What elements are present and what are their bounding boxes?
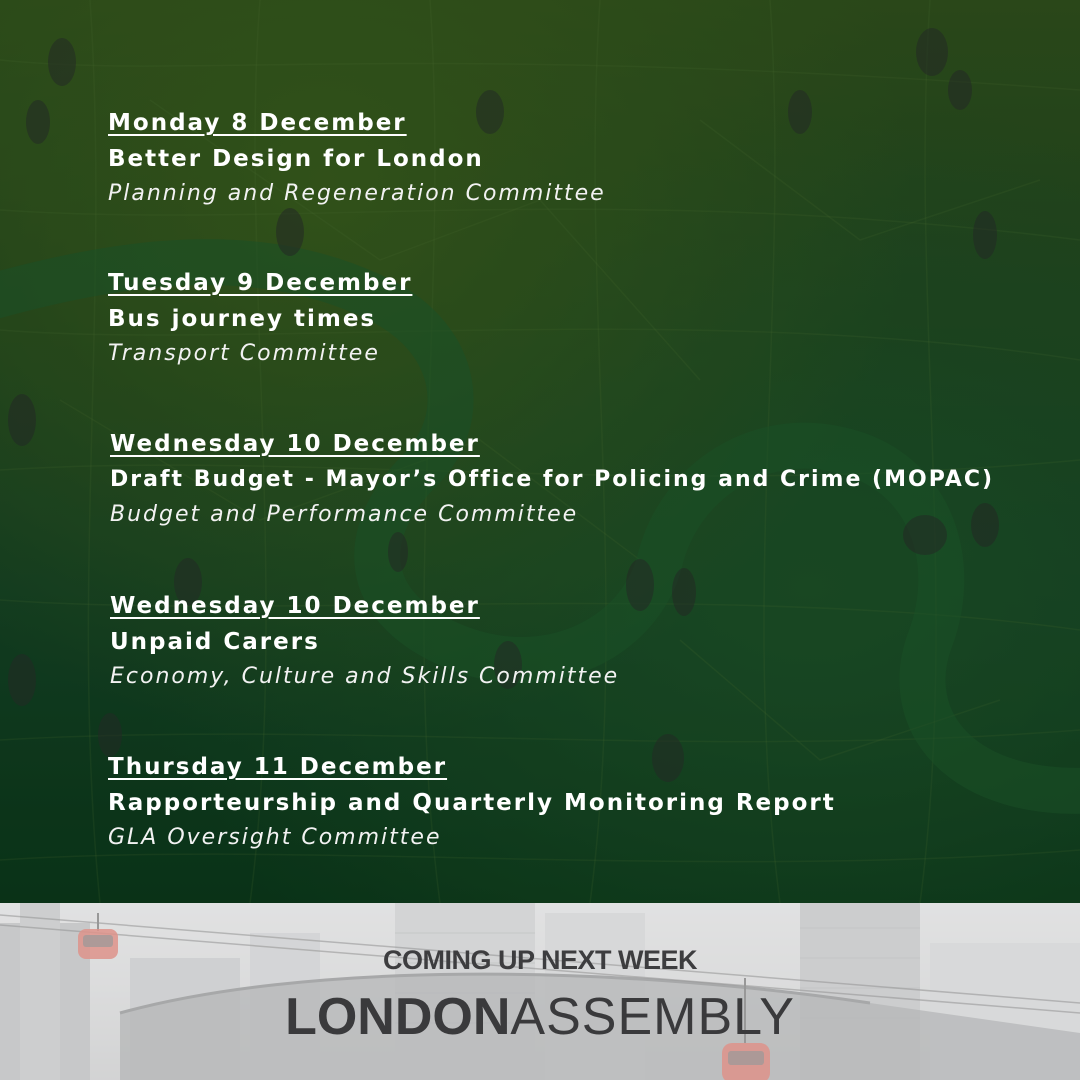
- event-title: Better Design for London: [108, 146, 484, 172]
- event-item: [110, 429, 994, 530]
- logo-light-text: ASSEMBLY: [510, 988, 795, 1046]
- event-date: Wednesday 10 December: [110, 593, 480, 619]
- event-date: Thursday 11 December: [108, 754, 448, 780]
- event-committee: Planning and Regeneration Committee: [108, 181, 606, 206]
- event-title: Bus journey times: [108, 306, 377, 332]
- footer-banner: [0, 903, 1080, 1080]
- event-item: [108, 752, 836, 853]
- event-item: [108, 268, 412, 369]
- coming-up-heading: COMING UP NEXT WEEK: [382, 945, 698, 975]
- event-date: Wednesday 10 December: [110, 431, 480, 457]
- london-assembly-logo: [0, 987, 1080, 1047]
- event-title: Unpaid Carers: [110, 629, 320, 655]
- event-title: Draft Budget - Mayor’s Office for Policing and Crime (MOPAC): [110, 467, 995, 492]
- event-item: [110, 591, 619, 692]
- event-committee: Economy, Culture and Skills Committee: [110, 664, 620, 689]
- event-date: Monday 8 December: [108, 110, 407, 136]
- event-committee: Budget and Performance Committee: [110, 502, 579, 527]
- event-committee: GLA Oversight Committee: [108, 825, 442, 850]
- event-date: Tuesday 9 December: [108, 270, 413, 296]
- event-title: Rapporteurship and Quarterly Monitoring Report: [108, 790, 836, 816]
- event-committee: Transport Committee: [108, 341, 380, 366]
- event-item: [108, 108, 606, 209]
- logo-bold-text: LONDON: [285, 988, 511, 1046]
